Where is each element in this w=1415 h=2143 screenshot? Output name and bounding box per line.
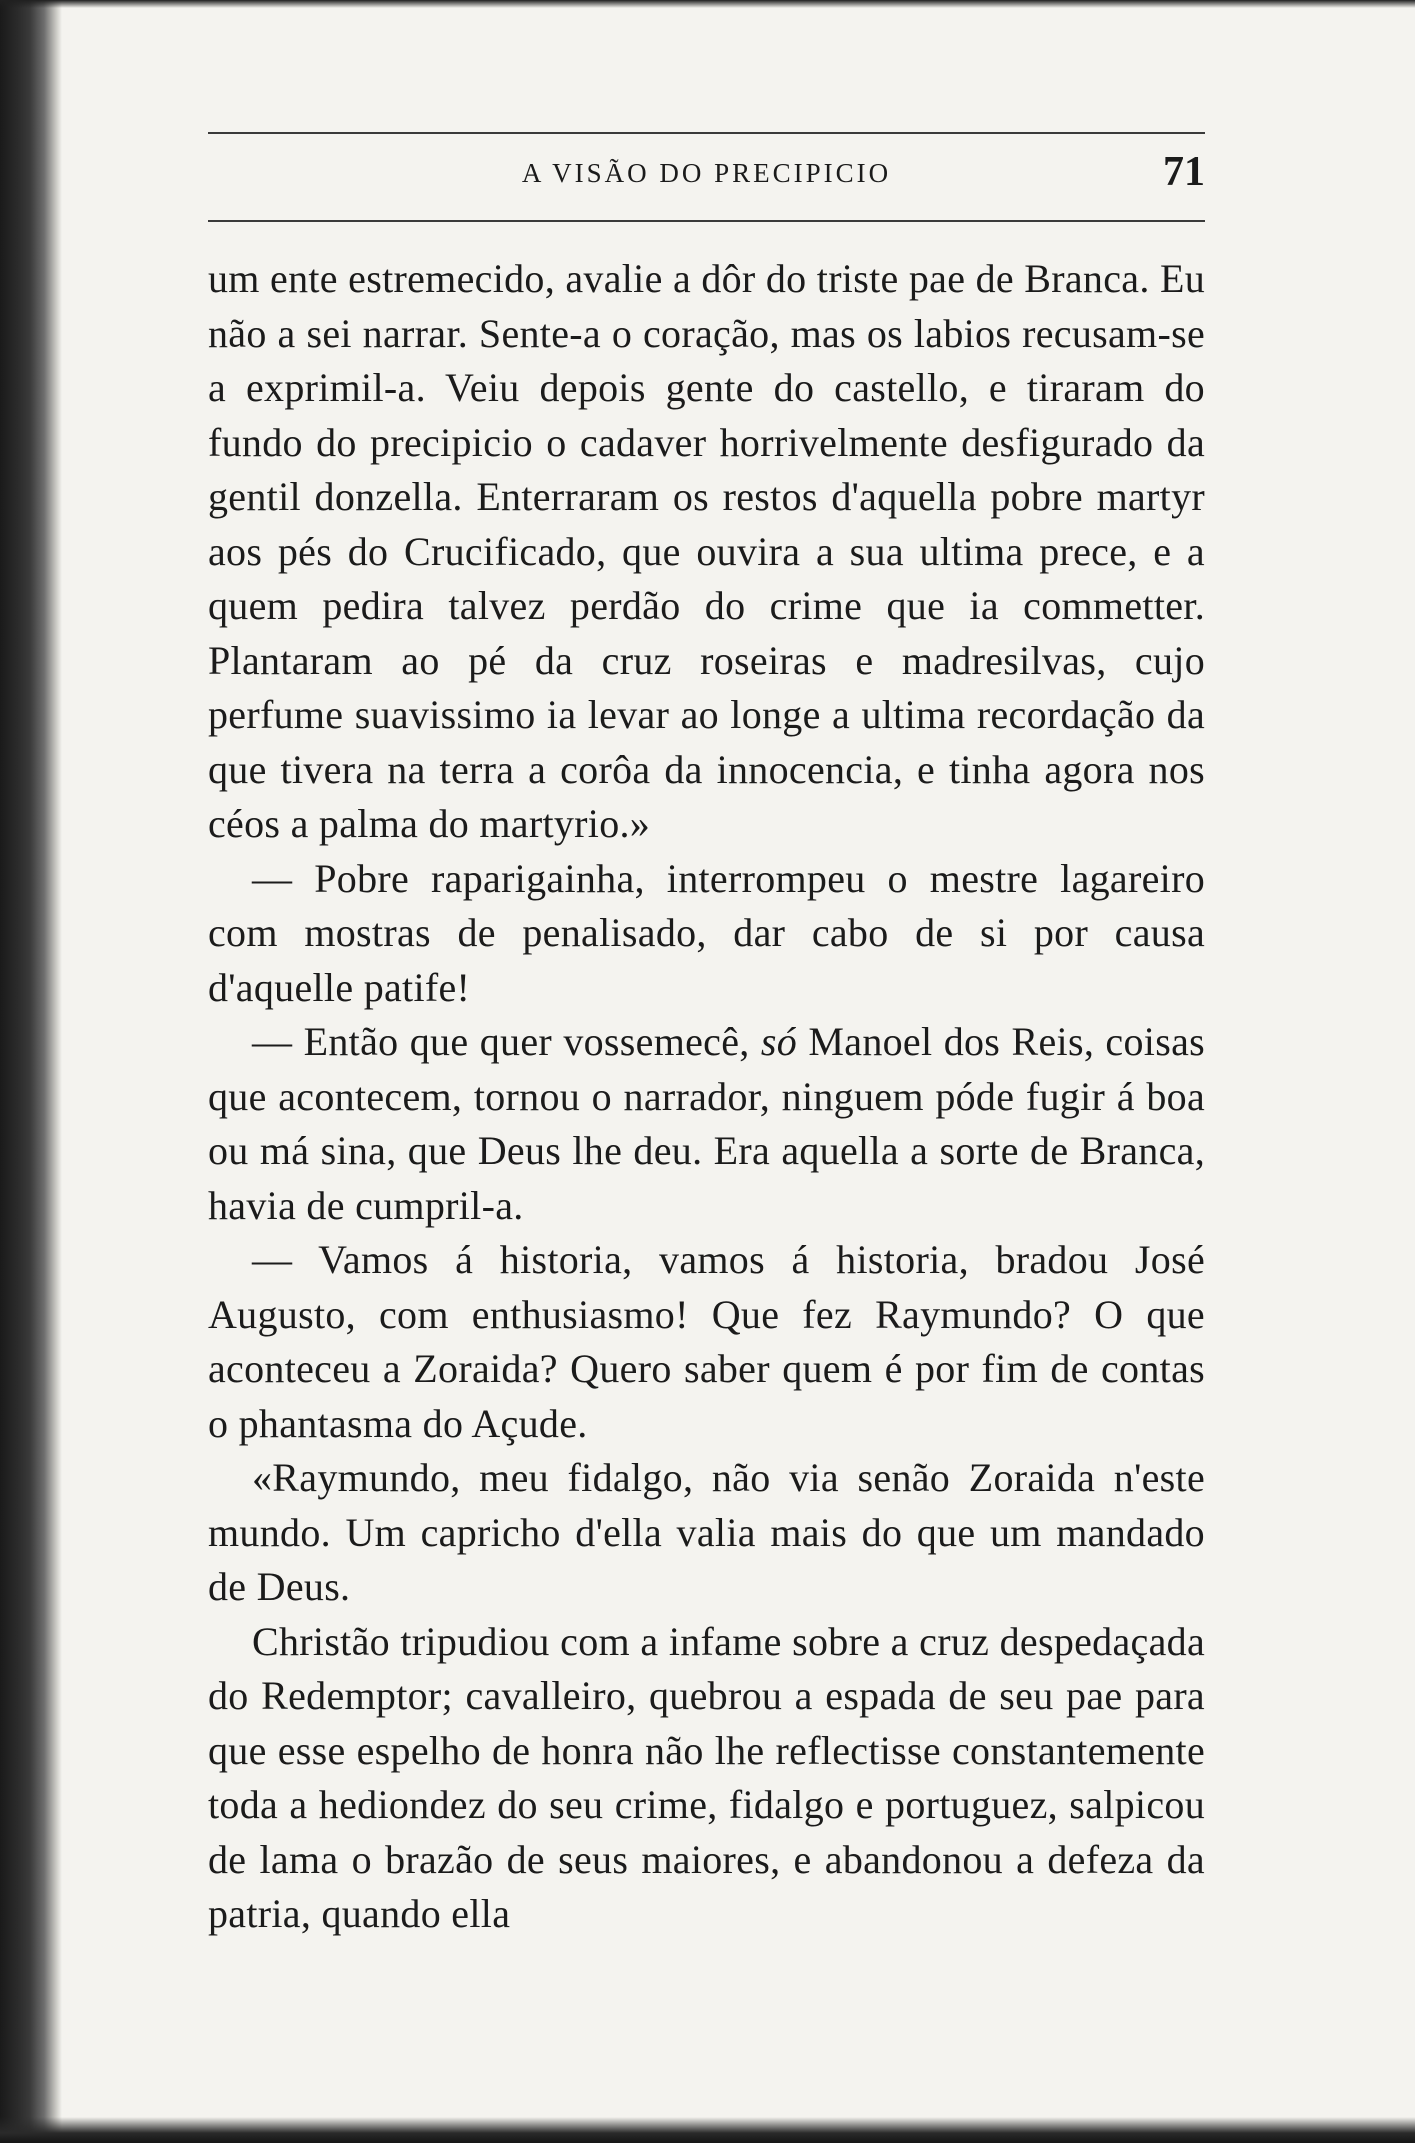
page-number: 71	[1163, 149, 1205, 195]
paragraph-4: — Vamos á historia, vamos á historia, bradou José Augusto, com enthusiasmo! Que fez Raymundo? O que aconteceu a Zoraida? Quero saber quem é por fim de contas o phantasma do Açude.	[208, 1237, 1205, 1446]
paragraph-2: — Pobre raparigainha, interrompeu o mestre lagareiro com mostras de penalisado, dar cabo de si por causa d'aquelle patife!	[208, 855, 1205, 1010]
page-header	[208, 128, 1205, 224]
running-title: A VISÃO DO PRECIPICIO	[521, 158, 892, 188]
body-text	[208, 252, 1205, 1942]
header-rule-top	[208, 132, 1205, 134]
scan-top-edge	[0, 0, 1415, 8]
paragraph-6: Christão tripudiou com a infame sobre a cruz despedaçada do Redemptor; cavalleiro, quebrou a espada de seu pae para que esse espelho de honra não lhe reflectisse constantemente toda a hediondez do seu crime, fidalgo e portuguez, salpicou de lama o brazão de seus maiores, e abandonou a defeza da patria, quando ella	[208, 1618, 1205, 1936]
scan-binding-edge	[0, 0, 62, 2143]
header-rule-bottom	[208, 220, 1205, 222]
paragraph-3	[208, 1015, 1205, 1233]
paragraph-1: um ente estremecido, avalie a dôr do triste pae de Branca. Eu não a sei narrar. Sente-a o coração, mas os labios recusam-se a exprimil-a. Veiu depois gente do castello, e tiraram do fundo do precipicio o cadaver horrivelmente desfigurado da gentil donzella. Enterraram os restos d'aquella pobre martyr aos pés do Crucificado, que ouvira a sua ultima prece, e a quem pedira talvez perdão do crime que ia commetter. Plantaram ao pé da cruz roseiras e madresilvas, cujo perfume suavissimo ia levar ao longe a ultima recordação da que tivera na terra a corôa da innocencia, e tinha agora nos céos a palma do martyrio.»	[208, 256, 1205, 846]
paragraph-3-emphasis: só	[760, 1019, 798, 1064]
scan-bottom-edge	[0, 2117, 1415, 2143]
paragraph-5: «Raymundo, meu fidalgo, não via senão Zoraida n'este mundo. Um capricho d'ella valia mais do que um mandado de Deus.	[208, 1455, 1205, 1609]
paragraph-3-before: — Então que quer vossemecê,	[252, 1019, 761, 1064]
paragraph-3-after: Manoel dos Reis, coisas que acontecem, tornou o narrador, ninguem póde fugir á boa ou má sina, que Deus lhe deu. Era aquella a sorte de Branca, havia de cumpril-a.	[208, 1019, 1205, 1228]
